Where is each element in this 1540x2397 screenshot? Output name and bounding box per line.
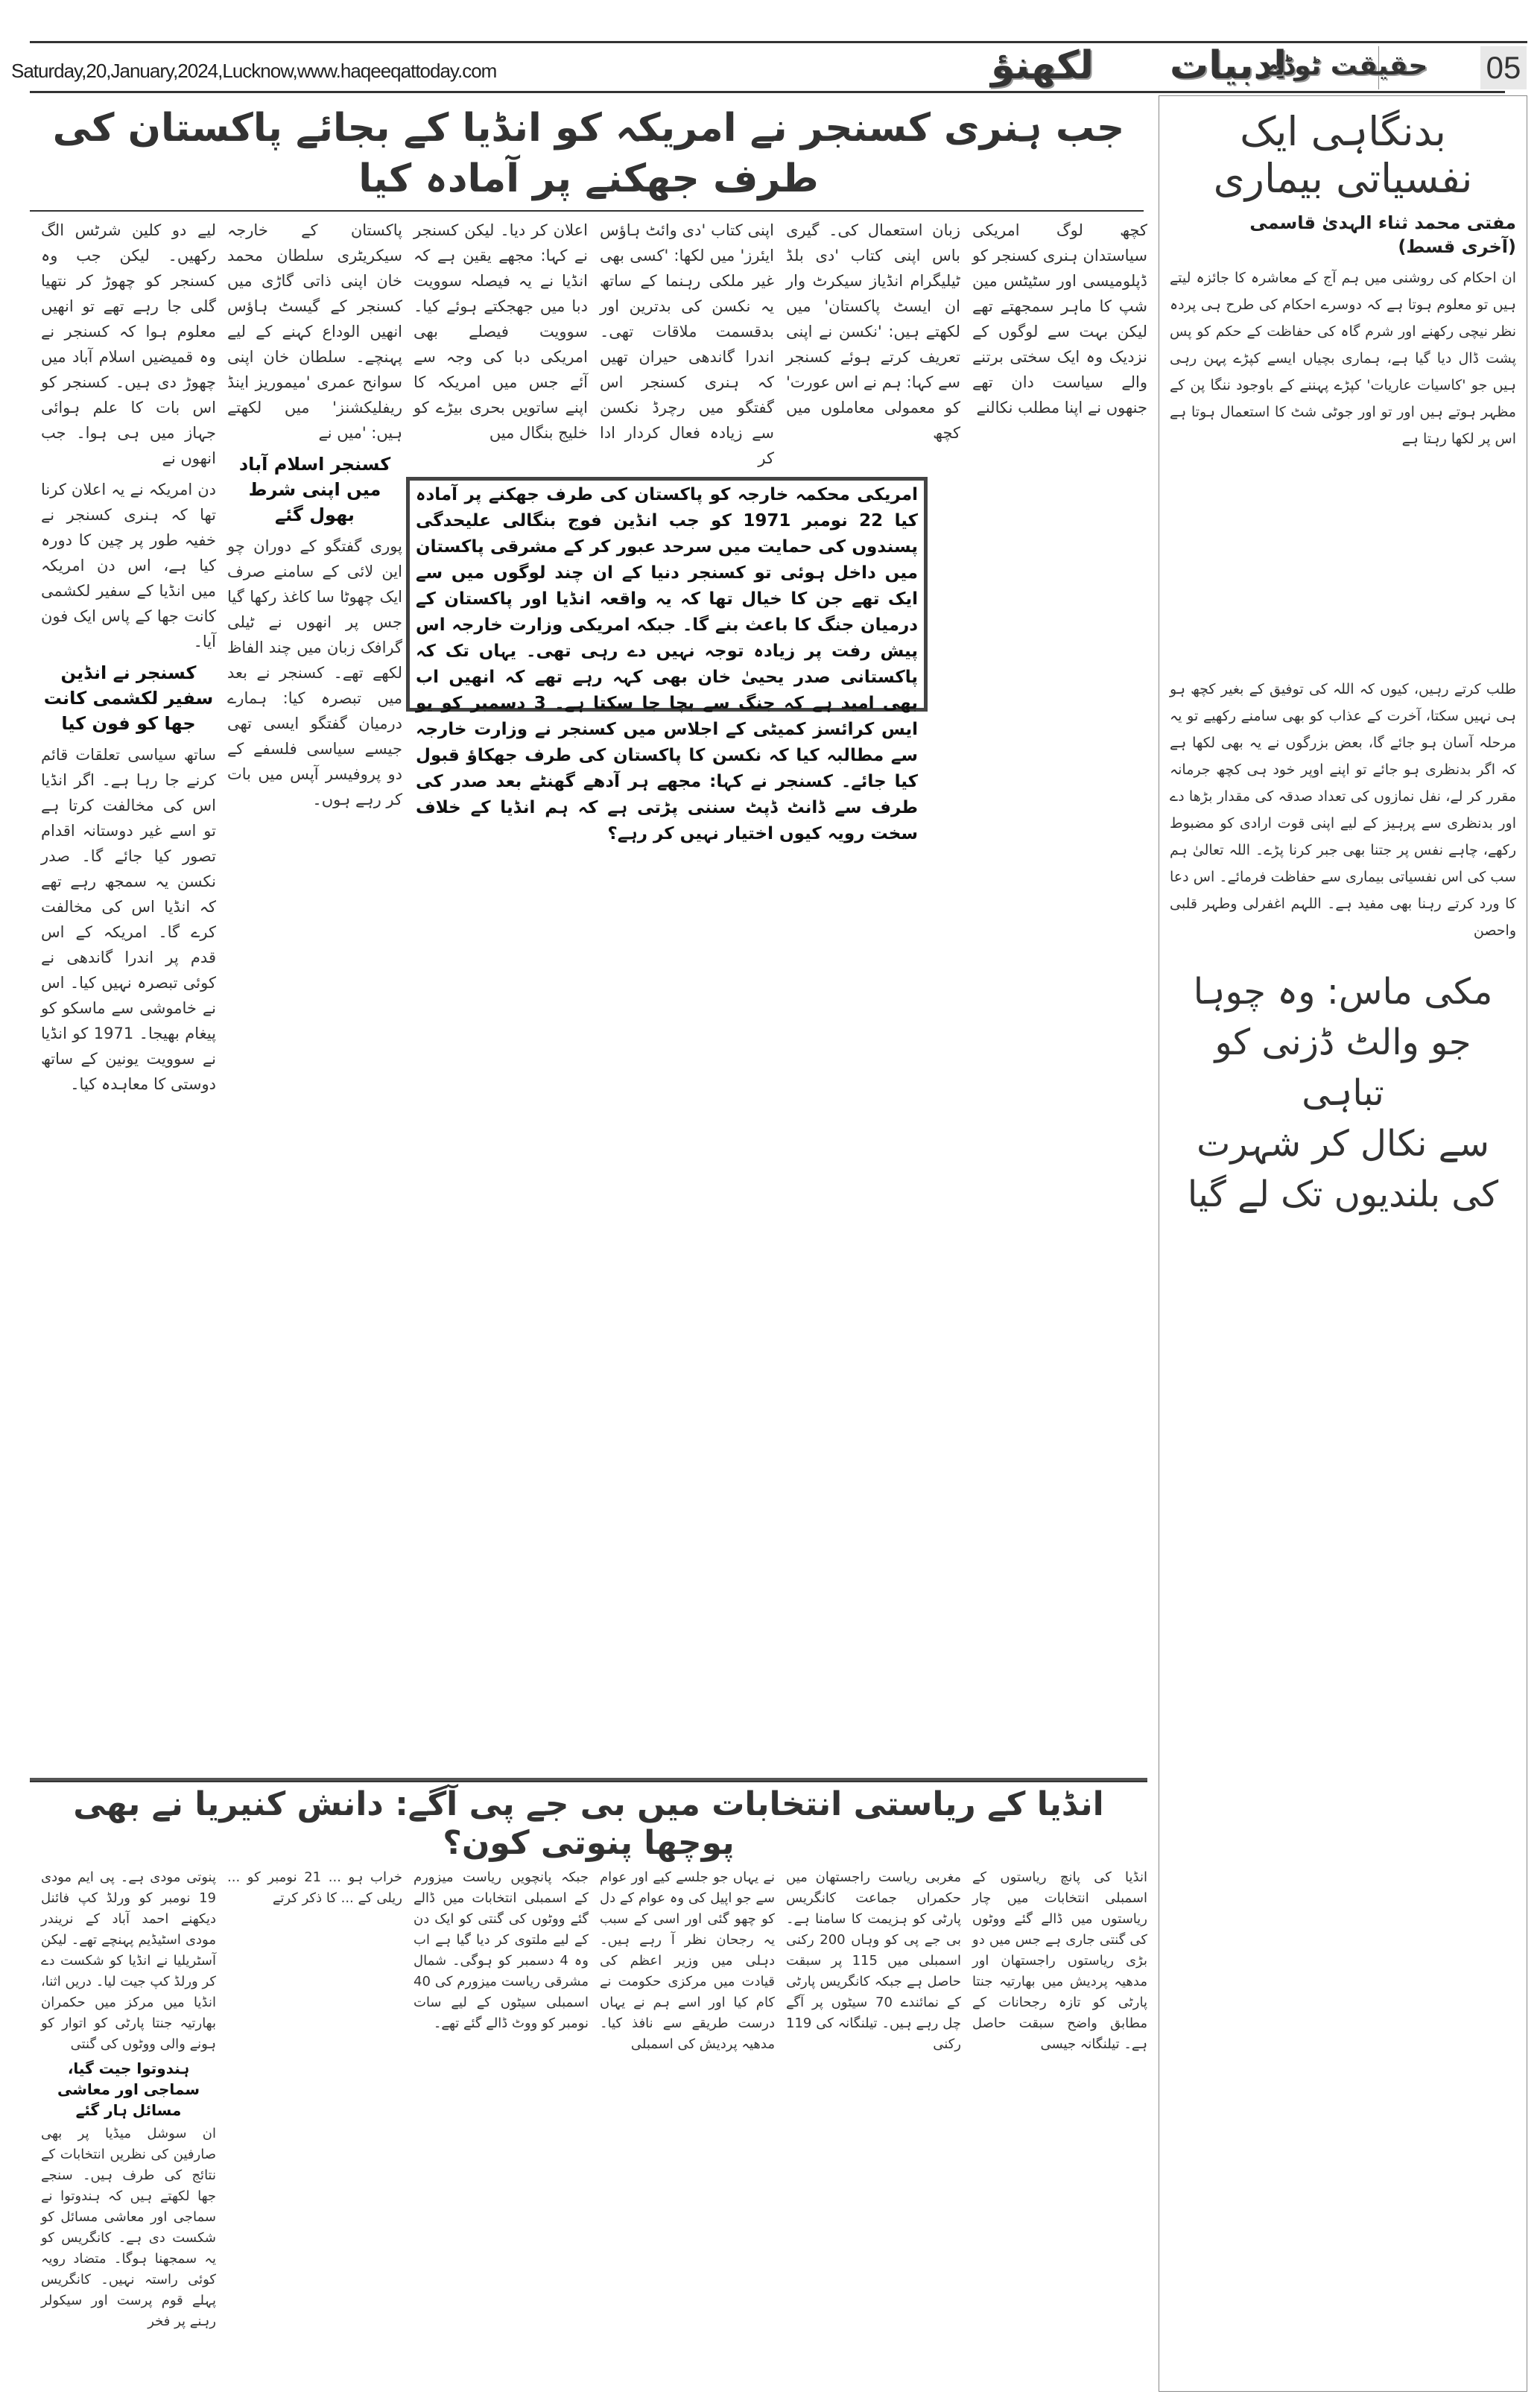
body-paragraph: ان سوشل میڈیا پر بھی صارفین کی نظریں انتخابات کے نتائج کی طرف ہیں۔ سنجے جھا لکھتے ہیں کہ ہندوتوا نے سماجی اور معاشی مسائل کو شکست دی ہے۔ کانگریس کو یہ سمجھنا ہوگا۔ متضاد رویہ کوئی راستہ نہیں۔ کانگریس پہلے قوم پرست اور سیکولر رہنے پر فخر xyxy=(41,2126,216,2329)
article-column xyxy=(972,1867,1147,2389)
body-paragraph: اپنی کتاب 'دی وائٹ ہاؤس ایئرز' میں لکھا: 'کسی بھی غیر ملکی رہنما کے ساتھ یہ نکسن کی بدترین اور بدقسمت ملاقات تھی۔ اندرا گاندھی حیران تھیں کہ ہنری کسنجر اس گفتگو میں رچرڈ نکسن سے زیادہ فعال کردار ادا کر xyxy=(600,221,774,467)
article-column xyxy=(600,1867,775,2389)
body-paragraph: جبکہ پانچویں ریاست میزورم کے اسمبلی انتخابات میں ڈالے گئے ووٹوں کی گنتی کو ایک دن کے لیے ملتوی کر دیا گیا ہے اب وہ 4 دسمبر کو ہوگی۔ شمال مشرقی ریاست میزورم کی 40 اسمبلی سیٹوں کے لیے سات نومبر کو ووٹ ڈالے گئے تھے۔ xyxy=(413,1869,589,2031)
bottom-article-columns xyxy=(30,1867,1147,2389)
main-headline: جب ہنری کسنجر نے امریکہ کو انڈیا کے بجائے پاکستان کی طرف جھکنے پر آمادہ کیا xyxy=(52,106,1125,201)
body-paragraph: پنوتی مودی ہے۔ پی ایم مودی 19 نومبر کو ورلڈ کپ فائنل دیکھنے احمد آباد کے نریندر مودی اسٹیڈیم پہنچے تھے۔ لیکن آسٹریلیا نے انڈیا کو شکست دے کر ورلڈ کپ جیت لیا۔ دریں اثنا، انڈیا میں مرکز میں حکمران بھارتیہ جنتا پارٹی کو اتوار کو ہونے والی ووٹوں کی گنتی xyxy=(41,1869,216,2052)
section-label: ادبیات xyxy=(1170,43,1287,88)
subheading: ہندوتوا جیت گیا، سماجی اور معاشی مسائل ہار گئے xyxy=(57,2059,200,2119)
bottom-headline: انڈیا کے ریاستی انتخابات میں بی جے پی آگے: دانش کنیریا نے بھی پوچھا پنوتی کون؟ xyxy=(73,1785,1104,1862)
pull-quote-box xyxy=(406,477,928,843)
body-paragraph: انڈیا کی پانچ ریاستوں کے اسمبلی انتخابات میں چار ریاستوں میں ڈالے گئے ووٹوں کی گنتی جاری ہے جس میں دو بڑی ریاستوں راجستھان اور مدھیہ پردیش میں بھارتیہ جنتا پارٹی کو تازہ رجحانات کے مطابق واضح سبقت حاصل ہے۔ تیلنگانہ جیسی xyxy=(972,1869,1147,2052)
body-paragraph: نے یہاں جو جلسے کیے اور عوام سے جو اپیل کی وہ عوام کے دل کو چھو گئی اور اسی کے سبب یہ رجحان نظر آ رہے ہیں۔ دہلی میں وزیر اعظم کی قیادت میں مرکزی حکومت نے کام کیا اور اسے ہم نے یہاں درست طریقے سے نافذ کیا۔ مدھیہ پردیش کی اسمبلی xyxy=(600,1869,775,2052)
sidebar-column xyxy=(1159,95,1527,2392)
body-paragraph: خراب ہو ... 21 نومبر کو ... ریلی کے ... کا ذکر کرتے xyxy=(227,1869,403,1906)
body-paragraph: مغربی ریاست راجستھان میں حکمراں جماعت کانگریس پارٹی کو ہزیمت کا سامنا ہے۔ بی جے پی کو وہاں 200 رکنی اسمبلی میں 115 پر سبقت حاصل ہے جبکہ کانگریس پارٹی کے نمائندے 70 سیٹوں پر آگے چل رہے ہیں۔ تیلنگانہ کی 119 رکنی xyxy=(786,1869,962,2052)
article-column xyxy=(413,218,589,1767)
sidebar-author: مفتی محمد ثناء الہدیٰ قاسمی xyxy=(1249,212,1516,233)
article-column xyxy=(972,218,1147,1767)
article-column xyxy=(786,218,961,1767)
body-paragraph: ساتھ سیاسی تعلقات قائم کرنے جا رہا ہے۔ اگر انڈیا اس کی مخالفت کرتا ہے تو اسے غیر دوستانہ اقدام تصور کیا جائے گا۔ صدر نکسن یہ سمجھ رہے تھے کہ انڈیا اس کی مخالفت کرے گا۔ امریکہ کے اس قدم پر اندرا گاندھی نے کوئی تبصرہ نہیں کیا۔ اس نے خاموشی سے ماسکو کو پیغام بھیجا۔ 1971 کو انڈیا نے سوویت یونین کے ساتھ دوستی کا معاہدہ کیا۔ xyxy=(41,746,216,1093)
sidebar-paragraph: طلب کرتے رہیں، کیوں کہ اللہ کی توفیق کے بغیر کچھ ہو ہی نہیں سکتا، آخرت کے عذاب کو بھی سامنے رکھیے تو یہ مرحلہ آسان ہو جائے گا، بعض بزرگوں نے یہ بھی لکھا ہے کہ اگر بدنظری ہو جائے تو اپنے اوپر خود ہی کچھ جرمانہ مقرر کر لے، نفل نمازوں کی تعداد صدقہ کی مقدار بڑھا دے اور بدنظری سے پرہیز کے لیے اپنی قوت ارادی کو مضبوط رکھے، چاہے نفس پر جتنا بھی جبر کرنا پڑے۔ اللہ تعالیٰ ہم سب کی اس نفسیاتی بیماری سے حفاظت فرمائے۔ اس دعا کا ورد کرتے رہنا بھی مفید ہے۔ اللہم اغفرلی وطہر قلبی واحصن xyxy=(1170,681,1516,939)
city-label: لکھنؤ xyxy=(991,43,1094,88)
sidebar-second-headline-line2: سے نکال کر شہرت کی بلندیوں تک لے گیا xyxy=(1187,1123,1499,1215)
header-top-rule xyxy=(30,41,1527,43)
body-paragraph: اعلان کر دیا۔ لیکن کسنجر نے کہا: مجھے یقین ہے کہ انڈیا نے یہ فیصلہ سوویت دبا میں جھجکتے ہوئے کیا۔ سوویت فیصلے بھی امریکی دبا کی وجہ سے آئے جس میں امریکہ کا اپنے ساتویں بحری بیڑے کو خلیج بنگال میں xyxy=(413,221,588,442)
main-headline-rule xyxy=(30,210,1144,212)
header-bottom-rule xyxy=(30,91,1505,93)
pull-quote-text: امریکی محکمہ خارجہ کو پاکستان کی طرف جھکنے پر آمادہ کیا 22 نومبر 1971 کو جب انڈین فوج بنگالی علیحدگی پسندوں کی حمایت میں سرحد عبور کر کے مشرقی پاکستان میں داخل ہوئی تو کسنجر دنیا کے ان چند لوگوں میں سے ایک تھے جن کا خیال تھا کہ یہ واقعہ انڈیا اور پاکستان کے درمیان جنگ کا باعث بنے گا۔ جبکہ امریکی وزارت خارجہ اس پیش رفت پر زیادہ توجہ نہیں دے رہی تھی۔ یہاں تک کہ پاکستانی صدر یحییٰ خان بھی کہہ رہے تھے کہ انھیں اب بھی امید ہے کہ جنگ سے بچا جا سکتا ہے۔ 3 دسمبر کو یو ایس کرائسز کمیٹی کے اجلاس میں کسنجر نے وزارت خارجہ سے مطالبہ کیا کہ نکسن کا پاکستان کی طرف جھکاؤ قبول کیا جائے۔ کسنجر نے کہا: مجھے ہر آدھے گھنٹے بعد صدر کی طرف سے ڈانٹ ڈپٹ سننی پڑتی ہے کہ ہم انڈیا کے خلاف سخت رویہ کیوں اختیار نہیں کر رہے؟ xyxy=(416,485,918,843)
body-paragraph: دن امریکہ نے یہ اعلان کرنا تھا کہ ہنری کسنجر نے خفیہ طور پر چین کا دورہ کیا ہے، اس دن امریکہ میں انڈیا کے سفیر لکشمی کانت جھا کے پاس ایک فون آیا۔ xyxy=(41,481,216,650)
page-number: 05 xyxy=(1480,46,1527,89)
article-column xyxy=(41,218,216,1767)
article-column xyxy=(413,1867,589,2389)
subheading: کسنجر اسلام آباد میں اپنی شرط بھول گئے xyxy=(238,454,391,525)
article-column xyxy=(786,1867,961,2389)
masthead-logo: حقیقت ٹوڈے xyxy=(1267,51,1428,81)
section-divider-rule xyxy=(30,1778,1147,1782)
body-paragraph: پاکستان کے خارجہ سیکریٹری سلطان محمد خان اپنی ذاتی گاڑی میں کسنجر کے گیسٹ ہاؤس انھیں الوداع کہنے کے لیے پہنچے۔ سلطان خان اپنی سوانح عمری 'میموریز اینڈ ریفلیکشنز' میں لکھتے ہیں: 'میں نے xyxy=(227,221,402,442)
article-column xyxy=(227,218,402,1767)
pull-quote-spacer xyxy=(588,218,589,477)
body-paragraph: کچھ لوگ امریکی سیاستدان ہنری کسنجر کو ڈپلومیسی اور سٹیٹس مین شپ کا ماہر سمجھتے تھے لیکن بہت سے لوگوں کے نزدیک وہ ایک سختی برتنے والے سیاست دان تھے جنھوں نے اپنا مطلب نکالنے xyxy=(972,221,1147,417)
sidebar-title: بدنگاہی ایک نفسیاتی بیماری xyxy=(1213,108,1473,202)
body-paragraph: پوری گفتگو کے دوران چو این لائی کے سامنے صرف ایک چھوٹا سا کاغذ رکھا گیا جس پر انھوں نے ٹیلی گرافک زبان میں چند الفاظ لکھے تھے۔ کسنجر نے بعد میں تبصرہ کیا: ہمارے درمیان گفتگو ایسی تھی جیسے سیاسی فلسفے کے دو پروفیسر آپس میں بات کر رہے ہوں۔ xyxy=(227,537,402,808)
sidebar-installment: (آخری قسط) xyxy=(1398,236,1516,257)
main-article-columns xyxy=(30,218,1147,1767)
pull-quote-spacer xyxy=(774,218,775,477)
body-paragraph: لیے دو کلین شرٹس الگ رکھیں۔ لیکن جب وہ کسنجر کو چھوڑ کر نتھیا گلی جا رہے تھے تو انھیں معلوم ہوا کہ کسنجر نے وہ قمیضیں اسلام آباد میں چھوڑ دی ہیں۔ کسنجر کو اس بات کا علم ہوائی جہاز میں ہی ہوا۔ جب انھوں نے xyxy=(41,221,216,467)
date-line: Saturday,20,January,2024,Lucknow,www.haqeeqattoday.com xyxy=(11,60,497,82)
article-column xyxy=(41,1867,216,2389)
pull-quote-spacer xyxy=(960,218,961,477)
subheading: کسنجر نے انڈین سفیر لکشمی کانت جھا کو فون کیا xyxy=(43,662,214,734)
article-column xyxy=(227,1867,402,2389)
article-column xyxy=(600,218,775,1767)
sidebar-paragraph: ان احکام کی روشنی میں ہم آج کے معاشرہ کا جائزہ لیتے ہیں تو معلوم ہوتا ہے کہ دوسرے احکام کی طرح ہی پردہ نظر نیچی رکھنے اور شرم گاہ کی حفاظت کے حکم کو پس پشت ڈال دیا گیا ہے، ہماری بچیاں ایسے کپڑے پہن رہی ہیں جو 'کاسیات عاریات' کپڑے پہننے کے باوجود ننگا پن کے مظہر ہوتے ہیں اور تو اور جوٹی شٹ کا استعمال ہوتا ہے اس پر لکھا رہتا ہے xyxy=(1170,270,1516,447)
body-paragraph: زبان استعمال کی۔ گیری باس اپنی کتاب 'دی بلڈ ٹیلیگرام انڈیاز سیکرٹ وار ان ایسٹ پاکستان' میں لکھتے ہیں: 'نکسن نے اپنی تعریف کرتے ہوئے کسنجر سے کہا: ہم نے اس عورت' کو معمولی معاملوں میں کچھ xyxy=(785,221,960,442)
sidebar-second-headline-line1: مکی ماس: وہ چوہا جو والٹ ڈزنی کو تباہی xyxy=(1193,971,1493,1114)
sidebar-second-headline xyxy=(1170,966,1516,1220)
